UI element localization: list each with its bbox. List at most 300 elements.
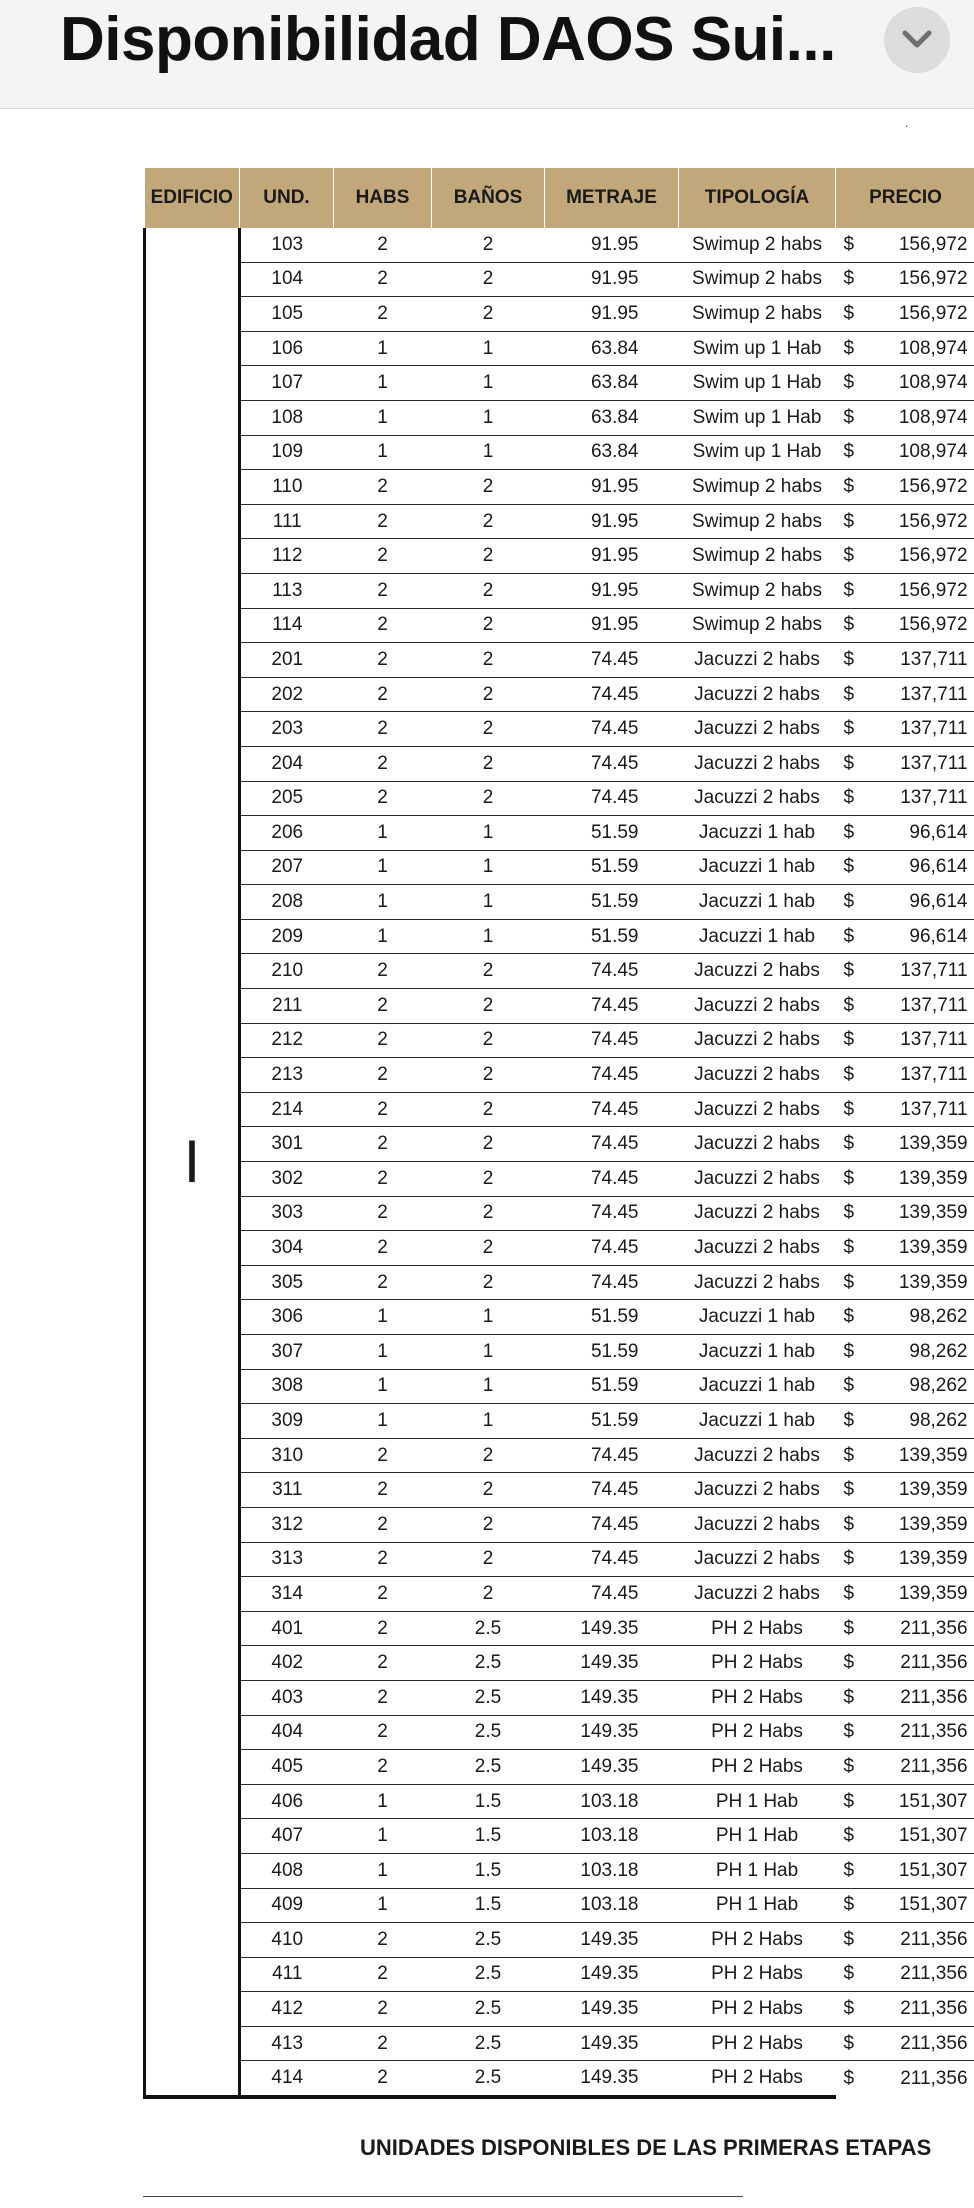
tipologia-cell: Jacuzzi 2 habs: [679, 1058, 836, 1093]
precio-cell: 96,614: [864, 816, 974, 851]
unit-cell: 113: [240, 573, 334, 608]
precio-cell: 211,356: [864, 1680, 974, 1715]
metraje-cell: 91.95: [545, 504, 679, 539]
currency-cell: $: [836, 1611, 864, 1646]
tipologia-cell: Jacuzzi 2 habs: [679, 1196, 836, 1231]
habs-cell: 2: [334, 1231, 432, 1266]
currency-cell: $: [836, 1957, 864, 1992]
precio-cell: 151,307: [864, 1853, 974, 1888]
metraje-cell: 74.45: [545, 1265, 679, 1300]
metraje-cell: 91.95: [545, 539, 679, 574]
currency-cell: $: [836, 989, 864, 1024]
precio-cell: 137,711: [864, 677, 974, 712]
currency-cell: $: [836, 573, 864, 608]
habs-cell: 2: [334, 1715, 432, 1750]
unit-cell: 306: [240, 1300, 334, 1335]
tipologia-cell: PH 2 Habs: [679, 1750, 836, 1785]
tipologia-cell: Jacuzzi 2 habs: [679, 1577, 836, 1612]
col-header-und: UND.: [240, 168, 334, 228]
table-row: [145, 400, 974, 435]
currency-cell: $: [836, 1646, 864, 1681]
currency-cell: $: [836, 850, 864, 885]
banos-cell: 2: [432, 781, 545, 816]
tipologia-cell: PH 2 Habs: [679, 1680, 836, 1715]
precio-cell: 137,711: [864, 954, 974, 989]
unit-cell: 109: [240, 435, 334, 470]
banos-cell: 2: [432, 1127, 545, 1162]
metraje-cell: 63.84: [545, 331, 679, 366]
unit-cell: 110: [240, 470, 334, 505]
currency-cell: $: [836, 643, 864, 678]
habs-cell: 2: [334, 1196, 432, 1231]
metraje-cell: 149.35: [545, 1611, 679, 1646]
metraje-cell: 74.45: [545, 677, 679, 712]
habs-cell: 1: [334, 885, 432, 920]
precio-cell: 108,974: [864, 366, 974, 401]
currency-cell: $: [836, 919, 864, 954]
habs-cell: 2: [334, 643, 432, 678]
table-row: [145, 1162, 974, 1197]
currency-cell: $: [836, 1680, 864, 1715]
metraje-cell: 91.95: [545, 608, 679, 643]
precio-cell: 156,972: [864, 262, 974, 297]
currency-cell: $: [836, 1507, 864, 1542]
metraje-cell: 74.45: [545, 1196, 679, 1231]
banos-cell: 2: [432, 677, 545, 712]
unit-cell: 314: [240, 1577, 334, 1612]
table-row: [145, 297, 974, 332]
habs-cell: 1: [334, 400, 432, 435]
table-row: [145, 504, 974, 539]
metraje-cell: 74.45: [545, 1507, 679, 1542]
habs-cell: 2: [334, 297, 432, 332]
table-row: [145, 643, 974, 678]
header-bar: [0, 0, 974, 109]
metraje-cell: 51.59: [545, 850, 679, 885]
currency-cell: $: [836, 1023, 864, 1058]
unit-cell: 205: [240, 781, 334, 816]
habs-cell: 2: [334, 573, 432, 608]
table-row: [145, 850, 974, 885]
metraje-cell: 91.95: [545, 228, 679, 262]
metraje-cell: 51.59: [545, 919, 679, 954]
banos-cell: 2: [432, 1507, 545, 1542]
tipologia-cell: Jacuzzi 1 hab: [679, 1369, 836, 1404]
unit-cell: 407: [240, 1819, 334, 1854]
banos-cell: 2.5: [432, 1992, 545, 2027]
tipologia-cell: Jacuzzi 2 habs: [679, 989, 836, 1024]
footer-caption: UNIDADES DISPONIBLES DE LAS PRIMERAS ETAPAS: [360, 2135, 932, 2160]
habs-cell: 2: [334, 1265, 432, 1300]
table-row: [145, 1750, 974, 1785]
tipologia-cell: Jacuzzi 2 habs: [679, 677, 836, 712]
precio-cell: 108,974: [864, 331, 974, 366]
currency-cell: $: [836, 1992, 864, 2027]
tipologia-cell: Jacuzzi 1 hab: [679, 885, 836, 920]
metraje-cell: 149.35: [545, 1992, 679, 2027]
metraje-cell: 63.84: [545, 366, 679, 401]
table-row: [145, 1957, 974, 1992]
currency-cell: $: [836, 1750, 864, 1785]
tipologia-cell: Swimup 2 habs: [679, 504, 836, 539]
unit-cell: 408: [240, 1853, 334, 1888]
precio-cell: 139,359: [864, 1127, 974, 1162]
currency-cell: $: [836, 746, 864, 781]
table-row: [145, 712, 974, 747]
banos-cell: 2.5: [432, 2061, 545, 2097]
metraje-cell: 63.84: [545, 400, 679, 435]
table-row: [145, 1023, 974, 1058]
table-row: [145, 1404, 974, 1439]
table-row: [145, 1715, 974, 1750]
banos-cell: 1.5: [432, 1819, 545, 1854]
habs-cell: 2: [334, 539, 432, 574]
unit-cell: 303: [240, 1196, 334, 1231]
precio-cell: 156,972: [864, 228, 974, 262]
banos-cell: 2: [432, 1265, 545, 1300]
metraje-cell: 74.45: [545, 1162, 679, 1197]
currency-cell: $: [836, 677, 864, 712]
banos-cell: 2: [432, 954, 545, 989]
banos-cell: 1: [432, 1300, 545, 1335]
metraje-cell: 63.84: [545, 435, 679, 470]
precio-cell: 98,262: [864, 1404, 974, 1439]
unit-cell: 307: [240, 1335, 334, 1370]
banos-cell: 2: [432, 712, 545, 747]
precio-cell: 156,972: [864, 573, 974, 608]
habs-cell: 1: [334, 1888, 432, 1923]
habs-cell: 2: [334, 1957, 432, 1992]
habs-cell: 1: [334, 331, 432, 366]
tipologia-cell: Jacuzzi 2 habs: [679, 954, 836, 989]
table-row: [145, 1680, 974, 1715]
tipologia-cell: Jacuzzi 2 habs: [679, 643, 836, 678]
table-header-row: [145, 168, 974, 228]
banos-cell: 1: [432, 1369, 545, 1404]
metraje-cell: 74.45: [545, 1542, 679, 1577]
banos-cell: 1.5: [432, 1853, 545, 1888]
table-row: [145, 1888, 974, 1923]
banos-cell: 1: [432, 400, 545, 435]
table-row: [145, 1300, 974, 1335]
metraje-cell: 74.45: [545, 1473, 679, 1508]
banos-cell: 2.5: [432, 1646, 545, 1681]
metraje-cell: 74.45: [545, 1058, 679, 1093]
tipologia-cell: Swim up 1 Hab: [679, 400, 836, 435]
unit-cell: 112: [240, 539, 334, 574]
tipologia-cell: Jacuzzi 2 habs: [679, 1231, 836, 1266]
precio-cell: 139,359: [864, 1231, 974, 1266]
habs-cell: 1: [334, 1300, 432, 1335]
metraje-cell: 74.45: [545, 989, 679, 1024]
unit-cell: 405: [240, 1750, 334, 1785]
table-row: [145, 470, 974, 505]
habs-cell: 1: [334, 1853, 432, 1888]
table-row: [145, 1819, 974, 1854]
tipologia-cell: Jacuzzi 1 hab: [679, 1300, 836, 1335]
table-row: [145, 435, 974, 470]
metraje-cell: 91.95: [545, 297, 679, 332]
precio-cell: 137,711: [864, 746, 974, 781]
table-row: [145, 1542, 974, 1577]
table-row: [145, 1853, 974, 1888]
expand-button[interactable]: [884, 7, 950, 73]
table-row: [145, 1923, 974, 1958]
banos-cell: 2: [432, 1231, 545, 1266]
currency-cell: $: [836, 1577, 864, 1612]
table-row: [145, 746, 974, 781]
precio-cell: 139,359: [864, 1577, 974, 1612]
tipologia-cell: Jacuzzi 2 habs: [679, 1265, 836, 1300]
habs-cell: 2: [334, 1992, 432, 2027]
habs-cell: 2: [334, 746, 432, 781]
metraje-cell: 149.35: [545, 1646, 679, 1681]
habs-cell: 2: [334, 1750, 432, 1785]
table-row: [145, 1335, 974, 1370]
currency-cell: $: [836, 1196, 864, 1231]
metraje-cell: 51.59: [545, 885, 679, 920]
banos-cell: 1: [432, 816, 545, 851]
banos-cell: 2: [432, 262, 545, 297]
unit-cell: 401: [240, 1611, 334, 1646]
habs-cell: 2: [334, 504, 432, 539]
unit-cell: 404: [240, 1715, 334, 1750]
unit-cell: 312: [240, 1507, 334, 1542]
tipologia-cell: PH 2 Habs: [679, 2026, 836, 2061]
precio-cell: 156,972: [864, 470, 974, 505]
dot-mark: .: [905, 116, 909, 130]
currency-cell: $: [836, 1542, 864, 1577]
precio-cell: 98,262: [864, 1335, 974, 1370]
metraje-cell: 103.18: [545, 1819, 679, 1854]
metraje-cell: 149.35: [545, 1715, 679, 1750]
tipologia-cell: Jacuzzi 2 habs: [679, 1438, 836, 1473]
unit-cell: 103: [240, 228, 334, 262]
unit-cell: 311: [240, 1473, 334, 1508]
unit-cell: 309: [240, 1404, 334, 1439]
currency-cell: $: [836, 954, 864, 989]
habs-cell: 2: [334, 2026, 432, 2061]
unit-cell: 105: [240, 297, 334, 332]
precio-cell: 211,356: [900, 2068, 968, 2090]
table-row: [145, 1646, 974, 1681]
currency-cell: $: [836, 331, 864, 366]
banos-cell: 1: [432, 919, 545, 954]
currency-cell: $: [836, 297, 864, 332]
precio-cell: 96,614: [864, 850, 974, 885]
currency-cell: $: [836, 1231, 864, 1266]
metraje-cell: 103.18: [545, 1784, 679, 1819]
table-row: [145, 954, 974, 989]
unit-cell: 211: [240, 989, 334, 1024]
unit-cell: 213: [240, 1058, 334, 1093]
habs-cell: 2: [334, 954, 432, 989]
habs-cell: 2: [334, 1646, 432, 1681]
unit-cell: 402: [240, 1646, 334, 1681]
currency-cell: $: [836, 1784, 864, 1819]
metraje-cell: 51.59: [545, 816, 679, 851]
currency-cell: $: [836, 228, 864, 262]
tipologia-cell: PH 1 Hab: [679, 1819, 836, 1854]
unit-cell: 403: [240, 1680, 334, 1715]
table-row: [145, 331, 974, 366]
tipologia-cell: PH 1 Hab: [679, 1784, 836, 1819]
metraje-cell: 74.45: [545, 781, 679, 816]
metraje-cell: 91.95: [545, 573, 679, 608]
banos-cell: 1: [432, 366, 545, 401]
banos-cell: 1.5: [432, 1888, 545, 1923]
unit-cell: 104: [240, 262, 334, 297]
metraje-cell: 149.35: [545, 1680, 679, 1715]
currency-cell: $: [836, 1265, 864, 1300]
currency-cell: $: [836, 539, 864, 574]
table-row: [145, 262, 974, 297]
metraje-cell: 74.45: [545, 1438, 679, 1473]
currency-cell: $: [836, 781, 864, 816]
unit-cell: 410: [240, 1923, 334, 1958]
currency-cell: $: [836, 435, 864, 470]
tipologia-cell: Swimup 2 habs: [679, 573, 836, 608]
habs-cell: 2: [334, 712, 432, 747]
currency-cell: $: [836, 2026, 864, 2061]
banos-cell: 2: [432, 1577, 545, 1612]
table-row: [145, 1369, 974, 1404]
habs-cell: 1: [334, 816, 432, 851]
tipologia-cell: Jacuzzi 2 habs: [679, 746, 836, 781]
footer-divider: [143, 2196, 743, 2197]
banos-cell: 2: [432, 608, 545, 643]
tipologia-cell: Swimup 2 habs: [679, 470, 836, 505]
banos-cell: 2.5: [432, 1715, 545, 1750]
habs-cell: 1: [334, 366, 432, 401]
habs-cell: 1: [334, 1404, 432, 1439]
currency-cell: $: [836, 504, 864, 539]
habs-cell: 2: [334, 1507, 432, 1542]
metraje-cell: 51.59: [545, 1369, 679, 1404]
metraje-cell: 51.59: [545, 1404, 679, 1439]
tipologia-cell: Jacuzzi 2 habs: [679, 1542, 836, 1577]
currency-cell: $: [836, 470, 864, 505]
table-row: [145, 228, 974, 262]
currency-cell: $: [836, 1058, 864, 1093]
currency-cell: $: [836, 1162, 864, 1197]
tipologia-cell: Jacuzzi 1 hab: [679, 816, 836, 851]
banos-cell: 2: [432, 1196, 545, 1231]
habs-cell: 2: [334, 228, 432, 262]
tipologia-cell: Jacuzzi 1 hab: [679, 1404, 836, 1439]
precio-cell: 137,711: [864, 1092, 974, 1127]
tipologia-cell: Jacuzzi 1 hab: [679, 919, 836, 954]
unit-cell: 414: [240, 2061, 334, 2097]
unit-cell: 308: [240, 1369, 334, 1404]
precio-cell: 137,711: [864, 781, 974, 816]
metraje-cell: 74.45: [545, 1023, 679, 1058]
banos-cell: 1: [432, 1404, 545, 1439]
precio-cell: 151,307: [864, 1819, 974, 1854]
precio-cell: 156,972: [864, 539, 974, 574]
habs-cell: 2: [334, 470, 432, 505]
precio-cell: 108,974: [864, 435, 974, 470]
banos-cell: 1: [432, 435, 545, 470]
table-row: [145, 885, 974, 920]
currency-cell: $: [836, 1300, 864, 1335]
unit-cell: 204: [240, 746, 334, 781]
currency-cell: $: [836, 1473, 864, 1508]
precio-cell: 139,359: [864, 1265, 974, 1300]
tipologia-cell: Jacuzzi 2 habs: [679, 781, 836, 816]
currency-cell: $: [836, 1853, 864, 1888]
tipologia-cell: PH 2 Habs: [679, 1923, 836, 1958]
col-header-precio: PRECIO: [836, 168, 974, 228]
currency-cell: $: [836, 262, 864, 297]
unit-cell: 411: [240, 1957, 334, 1992]
unit-cell: 107: [240, 366, 334, 401]
banos-cell: 2.5: [432, 1680, 545, 1715]
tipologia-cell: Jacuzzi 2 habs: [679, 1092, 836, 1127]
habs-cell: 2: [334, 608, 432, 643]
metraje-cell: 74.45: [545, 954, 679, 989]
habs-cell: 2: [334, 1680, 432, 1715]
habs-cell: 2: [334, 1542, 432, 1577]
tipologia-cell: PH 2 Habs: [679, 1646, 836, 1681]
tipologia-cell: Jacuzzi 1 hab: [679, 1335, 836, 1370]
currency-cell: $: [836, 1888, 864, 1923]
unit-cell: 212: [240, 1023, 334, 1058]
tipologia-cell: Jacuzzi 2 habs: [679, 1473, 836, 1508]
unit-cell: 214: [240, 1092, 334, 1127]
unit-cell: 203: [240, 712, 334, 747]
tipologia-cell: Jacuzzi 2 habs: [679, 1023, 836, 1058]
tipologia-cell: PH 1 Hab: [679, 1888, 836, 1923]
currency-cell: $: [836, 885, 864, 920]
unit-cell: 210: [240, 954, 334, 989]
currency-cell: $: [836, 366, 864, 401]
unit-cell: 207: [240, 850, 334, 885]
precio-cell: 139,359: [864, 1162, 974, 1197]
table-row: [145, 1473, 974, 1508]
precio-cell: 137,711: [864, 643, 974, 678]
unit-cell: 406: [240, 1784, 334, 1819]
unit-cell: 106: [240, 331, 334, 366]
table-row: [145, 989, 974, 1024]
precio-cell: 137,711: [864, 712, 974, 747]
precio-cell: 139,359: [864, 1473, 974, 1508]
habs-cell: 1: [334, 919, 432, 954]
metraje-cell: 91.95: [545, 470, 679, 505]
banos-cell: 2: [432, 573, 545, 608]
precio-cell: 151,307: [864, 1784, 974, 1819]
currency-cell: $: [836, 1438, 864, 1473]
unit-cell: 413: [240, 2026, 334, 2061]
metraje-cell: 74.45: [545, 643, 679, 678]
currency-cell: $: [836, 400, 864, 435]
habs-cell: 2: [334, 262, 432, 297]
col-header-banos: BAÑOS: [432, 168, 545, 228]
tipologia-cell: PH 1 Hab: [679, 1853, 836, 1888]
precio-cell: 156,972: [864, 504, 974, 539]
banos-cell: 2: [432, 504, 545, 539]
precio-cell: 139,359: [864, 1438, 974, 1473]
precio-cell: 156,972: [864, 608, 974, 643]
tipologia-cell: PH 2 Habs: [679, 1611, 836, 1646]
precio-cell: 211,356: [864, 2026, 974, 2061]
tipologia-cell: Jacuzzi 2 habs: [679, 1127, 836, 1162]
banos-cell: 1: [432, 331, 545, 366]
habs-cell: 2: [334, 1162, 432, 1197]
currency-cell: $: [836, 816, 864, 851]
tipologia-cell: PH 2 Habs: [679, 1957, 836, 1992]
habs-cell: 2: [334, 1058, 432, 1093]
